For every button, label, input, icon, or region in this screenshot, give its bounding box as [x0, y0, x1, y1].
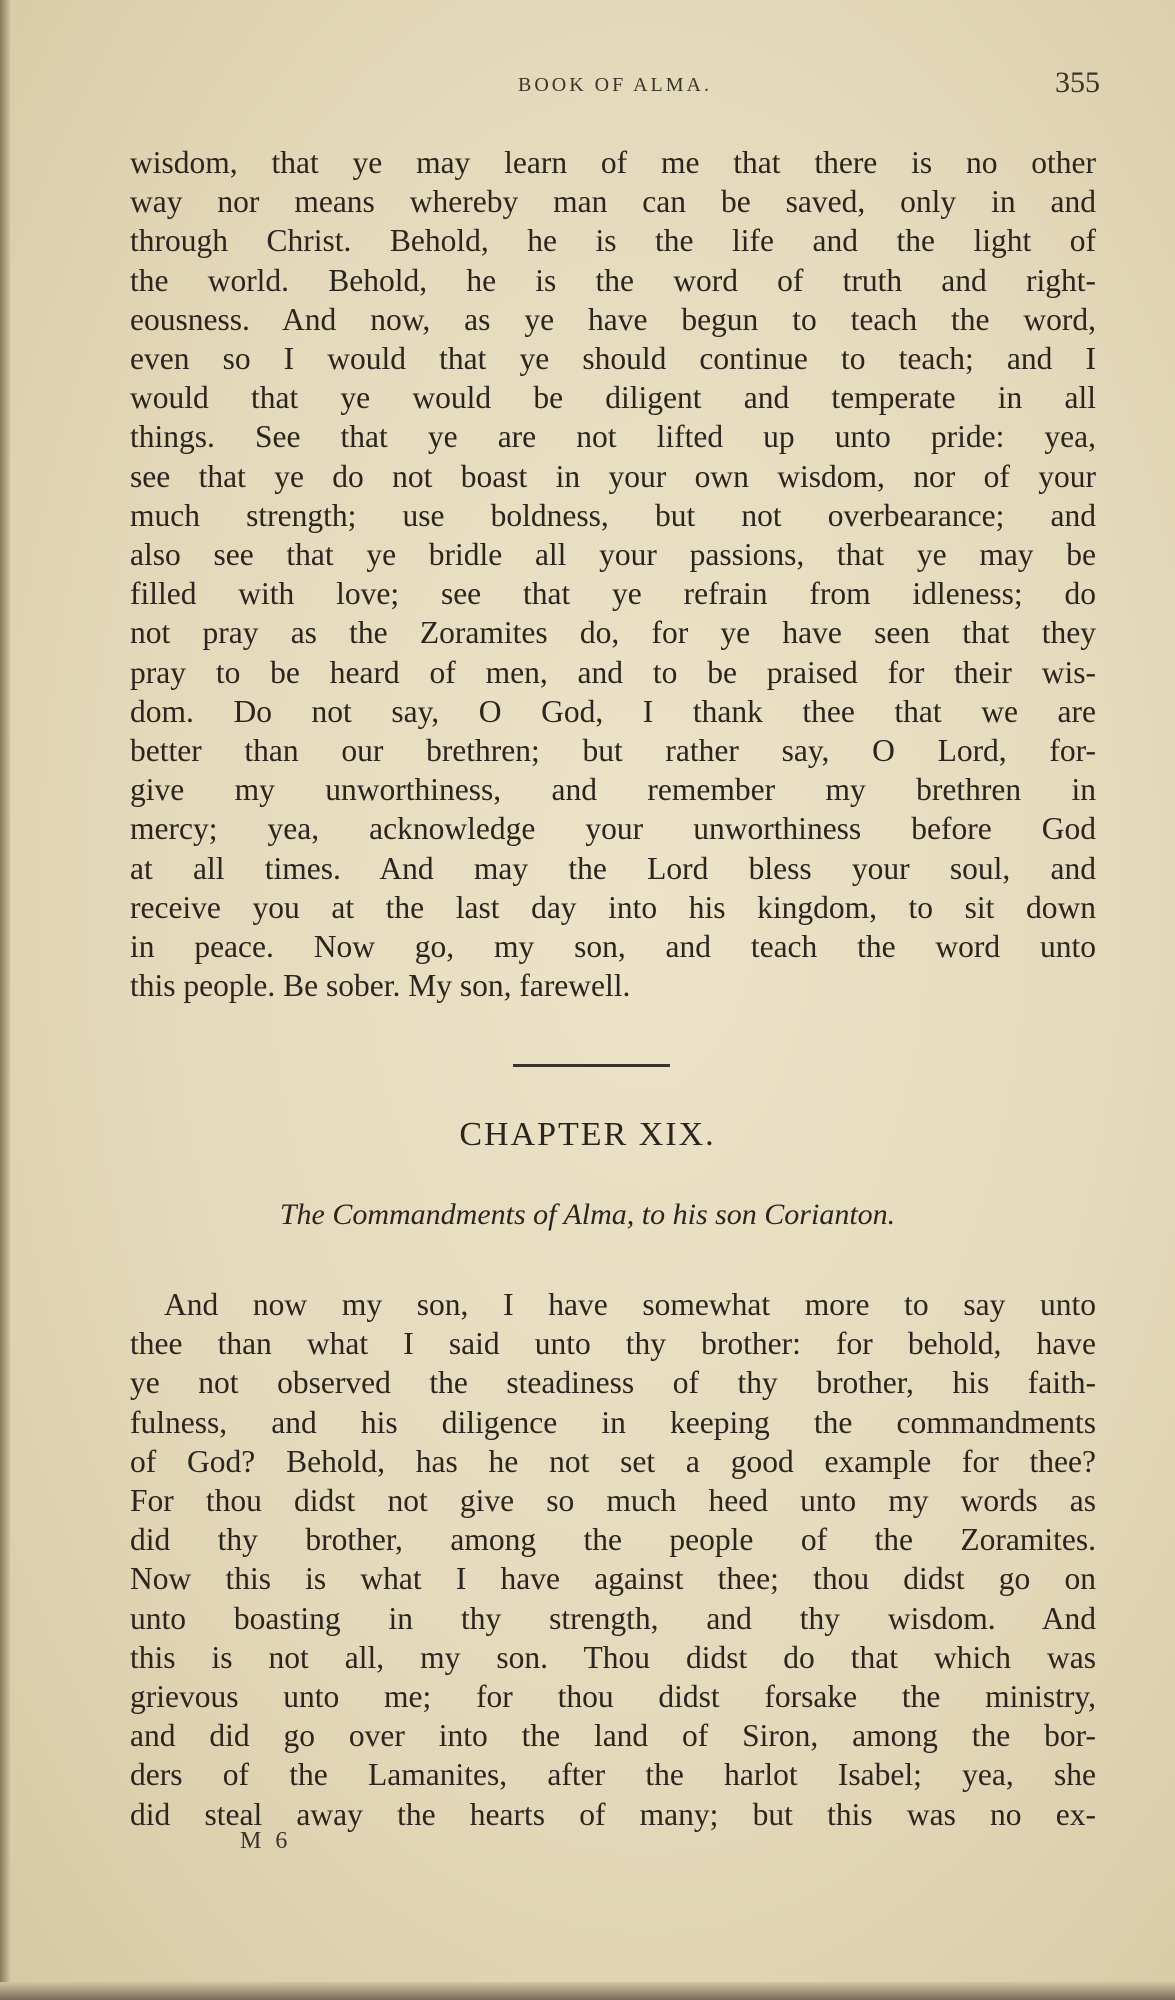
text-line: ders of the Lamanites, after the harlot Isabel; yea, she [130, 1757, 1096, 1793]
text-line: of God? Behold, has he not set a good example for thee? [130, 1443, 1096, 1479]
text-line: this is not all, my son. Thou didst do that which was [130, 1639, 1096, 1675]
text-line: did steal away the hearts of many; but this was no ex- [130, 1796, 1096, 1832]
chapter-title: CHAPTER XIX. [459, 1116, 716, 1153]
text-line: eousness. And now, as ye have begun to teach the word, [130, 301, 1096, 337]
page-bottom-edge [0, 1982, 1175, 2000]
page-spine-shadow [0, 0, 10, 2000]
text-line: unto boasting in thy strength, and thy wisdom. And [130, 1600, 1096, 1636]
text-line: thee than what I said unto thy brother: for behold, have [130, 1326, 1096, 1362]
text-line: the world. Behold, he is the word of truth and right- [130, 262, 1096, 298]
text-line: and did go over into the land of Siron, among the bor- [130, 1718, 1096, 1754]
text-line: For thou didst not give so much heed unto my words as [130, 1483, 1096, 1519]
text-line: also see that ye bridle all your passions, that ye may be [130, 537, 1096, 573]
text-line: not pray as the Zoramites do, for ye have seen that they [130, 615, 1096, 651]
chapter-subtitle: The Commandments of Alma, to his son Corianton. [279, 1198, 896, 1231]
text-line: did thy brother, among the people of the Zoramites. [130, 1522, 1096, 1558]
text-line: pray to be heard of men, and to be praised for their wis- [130, 654, 1096, 690]
text-line: mercy; yea, acknowledge your unworthiness before God [130, 811, 1096, 847]
chapter-paragraph [130, 1285, 1096, 1834]
text-line: dom. Do not say, O God, I thank thee that we are [130, 693, 1096, 729]
text-line: things. See that ye are not lifted up unto pride: yea, [130, 419, 1096, 455]
text-line: receive you at the last day into his kingdom, to sit down [130, 889, 1096, 925]
text-line: better than our brethren; but rather say, O Lord, for- [130, 733, 1096, 769]
text-line: much strength; use boldness, but not overbearance; and [130, 497, 1096, 533]
text-line: even so I would that ye should continue to teach; and I [130, 341, 1096, 377]
text-line: grievous unto me; for thou didst forsake the ministry, [130, 1679, 1096, 1715]
text-line-last: this people. Be sober. My son, farewell. [130, 968, 631, 1004]
section-divider [513, 1064, 670, 1067]
printer-signature-mark: M 6 [240, 1828, 292, 1854]
running-title: BOOK OF ALMA. [517, 74, 713, 96]
text-line: give my unworthiness, and remember my brethren in [130, 772, 1096, 808]
text-line: in peace. Now go, my son, and teach the word unto [130, 929, 1096, 965]
text-line: filled with love; see that ye refrain from idleness; do [130, 576, 1096, 612]
page-number: 355 [1055, 66, 1100, 99]
text-line: through Christ. Behold, he is the life and the light of [130, 223, 1096, 259]
text-line: fulness, and his diligence in keeping the commandments [130, 1404, 1096, 1440]
text-line-first: And now my son, I have somewhat more to say unto [164, 1287, 1096, 1322]
text-line: way nor means whereby man can be saved, only in and [130, 184, 1096, 220]
running-head [130, 66, 1100, 106]
text-line: ye not observed the steadiness of thy brother, his faith- [130, 1365, 1096, 1401]
text-line: wisdom, that ye may learn of me that there is no other [130, 145, 1096, 180]
text-line: at all times. And may the Lord bless your soul, and [130, 850, 1096, 886]
text-line: see that ye do not boast in your own wisdom, nor of your [130, 458, 1096, 494]
text-line: would that ye would be diligent and temperate in all [130, 380, 1096, 416]
continued-paragraph [130, 143, 1096, 1005]
text-line: Now this is what I have against thee; thou didst go on [130, 1561, 1096, 1597]
